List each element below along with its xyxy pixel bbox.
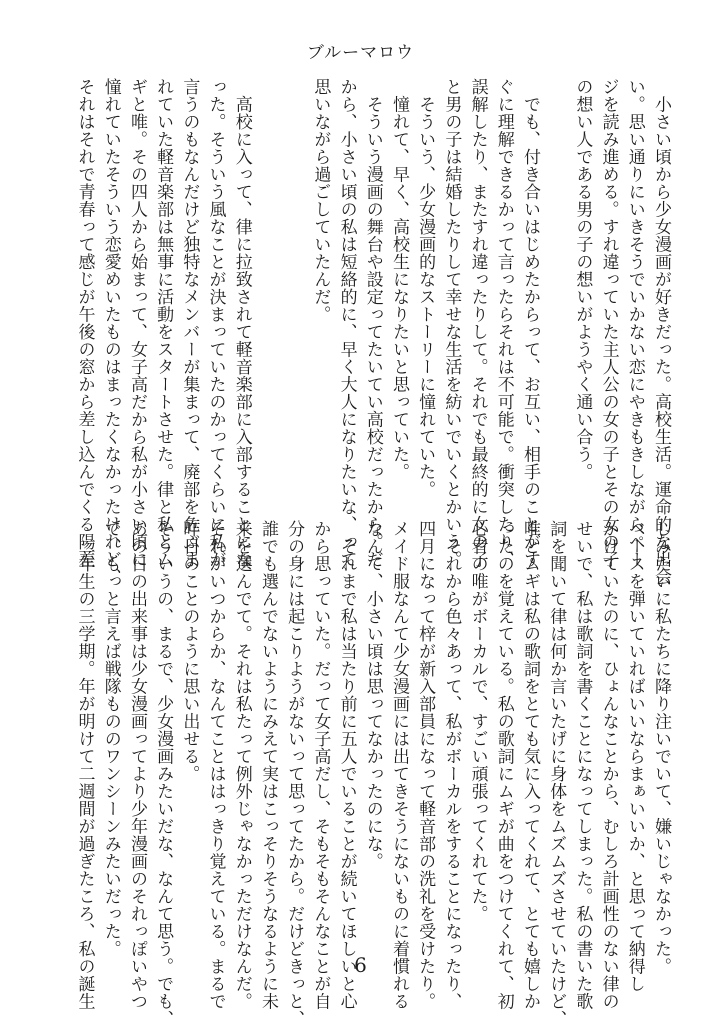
text-line: 憧れて、早く、高校生になりたいと思っていた。 (388, 78, 409, 481)
text-line: 思いながら過ごしていたんだ。 (310, 78, 331, 323)
text-line: と男の子は結婚したりして幸せな生活を紡いでいくとかいう。 (441, 78, 462, 568)
text-line: それから色々あって、私がボーカルをすることになったり、 (441, 520, 462, 1010)
text-line: あの日の出来事は少女漫画ってより少年漫画のそれっぽいやつ (126, 520, 147, 1010)
text-line: そういう、少女漫画的なストーリーに憧れていた。 (415, 78, 436, 498)
top-text-block (74, 78, 674, 586)
text-line: い。思い通りにいきそうでいかない恋にやきもきしながらペー (624, 78, 645, 568)
text-line: ぐに理解できるかって言ったらそれは不可能で。衝突したり、 (493, 78, 514, 568)
text-line: それがいつからか、なんてことははっきり覚えている。まるで (205, 520, 226, 1010)
text-line: った。そういう風なことが決まっていたのかってくらいに私が (205, 78, 226, 568)
text-line: それはそれで青春って感じが午後の窓から差し込んでくる陽差 (74, 78, 95, 568)
text-line: ギと唯。その四人から始まって、女子高だから私が小さい頃に (126, 78, 147, 568)
text-line: 分の身には起こりようがないって思ってたから。だけどきっと、 (284, 520, 305, 1028)
text-line: 言うのもなんだけど独特なメンバーが集まって、廃部を危ぶま (179, 78, 200, 568)
text-line: そういう漫画の舞台や設定ってたいてい高校だったから。だ (362, 78, 383, 568)
text-line: 来を選んでて。それは私たって例外じゃなかっただけなんだ。 (231, 520, 252, 1010)
text-line: メイド服なんて少女漫画には出てきそうにないものに着慣れる (388, 520, 409, 1010)
text-line (543, 78, 569, 480)
text-line: でも、付き合いはじめたからって、お互い、相手のことがす (519, 78, 540, 568)
text-line: ジを読み進める。すれ違っていた主人公の女の子とその女の子 (598, 78, 619, 568)
text-line (281, 78, 307, 480)
text-line: 誤解したり、またすれ違ったりして。それでも最終的に女の子 (467, 78, 488, 568)
text-line: 四月になって梓が新入部員になって軽音部の洗礼を受けたり。 (415, 520, 436, 1010)
text-line: 心者の唯がボーカルで、すごい頑張ってくれてた。 (467, 520, 488, 923)
text-line: かけていたのに、ひょんなことから、むしろ計画性のない律の (598, 520, 619, 1010)
text-line: しみたいに私たちに降り注いでいて、嫌いじゃなかった。 (651, 520, 671, 975)
page-title: ブルーマロウ (306, 43, 415, 63)
text-line: 高校に入って、律に拉致されて軽音楽部に入部することにな (231, 78, 252, 568)
text-line: れていた軽音楽部は無事に活動をスタートさせた。律と私とム (153, 78, 174, 568)
text-line: 憧れていたそういう恋愛めいたものはまったくなかったけれど、 (100, 78, 121, 586)
text-line: 昨日のことのように思い出せる。 (179, 520, 200, 783)
text-line: から思っていた。だって女子高だし、そもそもそんなことが自 (310, 520, 331, 1010)
text-line: なんて、小さい頃は思ってなかったのにな。 (362, 520, 383, 870)
text-line: で、もっと言えば戦隊もののワンシーンみたいだった。 (100, 520, 121, 958)
text-line: せいで、私は歌詞を書くことになってしまった。私の書いた歌 (572, 520, 593, 1010)
text-line: 二年生の三学期。年が明けて二週間が過ぎたころ、私の誕生 (74, 520, 95, 1010)
text-line: ったのを覚えている。私の歌詞にムギが曲をつけてくれて、初 (493, 520, 514, 1010)
bottom-text-block (74, 520, 674, 1028)
text-line: そういうの、まるで、少女漫画みたいだな、なんて思う。でも、 (153, 520, 174, 1028)
text-line: ベースを弾いていればいいならまぁいいか、と思って納得し (624, 520, 645, 993)
text-line: 詞を聞いて律は何か言いたげに身体をムズムズさせていたけど、 (546, 520, 567, 1028)
text-line: 誰でも選んでないようにみえて実はこっそりそうなるように未 (257, 520, 278, 1010)
text-line: の想い人である男の子の想いがようやく通い合う。 (572, 78, 593, 481)
text-line: 唯とムギは私の歌詞をとても気に入ってくれて、とても嬉しか (519, 520, 540, 1010)
text-line (255, 78, 281, 480)
page-number: 6 (354, 953, 367, 977)
text-line: それまで私は当たり前に五人でいることが続いてほしいと心 (336, 520, 357, 1010)
text-line: 小さい頃から少女漫画が好きだった。高校生活。運命的な出会 (651, 78, 671, 586)
text-line: から、小さい頃の私は短絡的に、早く大人になりたいな、って (336, 78, 357, 568)
